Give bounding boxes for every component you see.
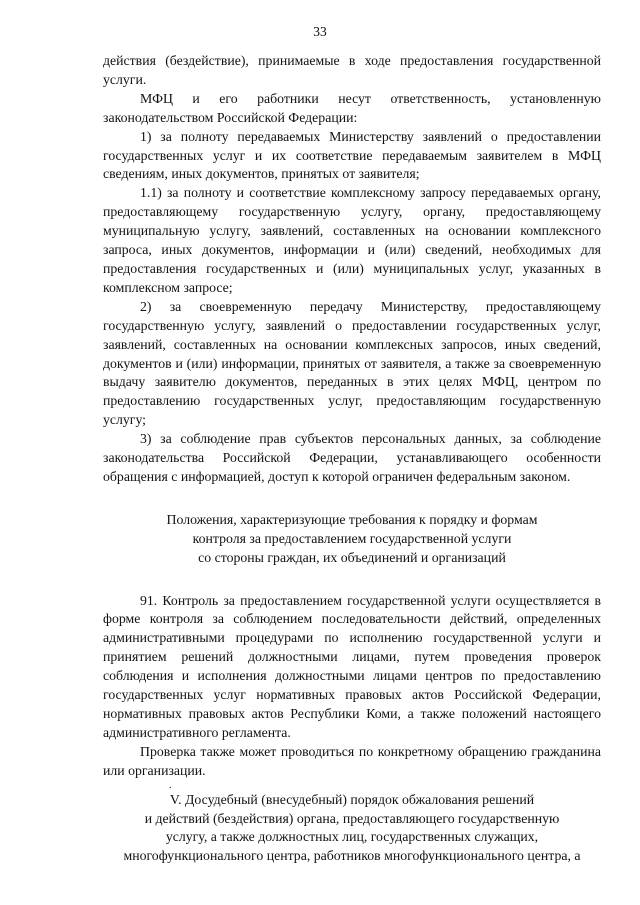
section-heading xyxy=(103,511,601,568)
page-number: 33 xyxy=(313,24,327,39)
paragraph: 1) за полноту передаваемых Министерству заявлений о предоставлении государственных услуг и их соответствие передаваемым заявителем в МФЦ сведениям, иных документов, принятых от заявителя; xyxy=(103,128,601,182)
paragraph: 91. Контроль за предоставлением государственной услуги осуществляется в форме контроля за соблюдением последовательности действий, определенных административными процедурами по исполнению государственной услуги и принятием решений должностными лицами, путем проведения проверок соблюдения и исполнения должностными лицами центров по предоставлению государственных услуг нормативных правовых актов Российской Федерации, нормативных правовых актов Республики Коми, а также положений настоящего административного регламента. xyxy=(103,592,601,740)
section-heading-line: V. Досудебный (внесудебный) порядок обжалования решений xyxy=(169,791,535,807)
section-heading-line: услугу, а также должностных лиц, государственных служащих, xyxy=(165,829,539,845)
paragraph: 2) за своевременную передачу Министерству, предоставляющему государственную услугу, заявлений о предоставлении государственных услуг, заявлений, составленных на основании комплексных запросов, иных сведений, документов и (или) информации, принятых от заявителя, а также за своевременную выдачу заявителю документов, переданных в этих целях МФЦ, центром по предоставлению государственных услуг, предоставляющим государственную услугу; xyxy=(103,298,601,428)
section-heading-line: и действий (бездействия) органа, предоставляющего государственную xyxy=(144,810,560,826)
paragraph: Проверка также может проводиться по конкретному обращению гражданина или организации. xyxy=(103,743,601,778)
paragraph: 1.1) за полноту и соответствие комплексному запросу передаваемых органу, предоставляющему государственную услугу, органу, предоставляющему муниципальную услугу, заявлений, составленных на основании комплексного запроса, иных документов, информации и (или) сведений, необходимых для предоставления государственных и (или) муниципальных услуг, указанных в комплексном запросе; xyxy=(103,185,601,295)
section-heading xyxy=(103,791,601,867)
stray-mark: . xyxy=(169,779,172,791)
paragraph: 3) за соблюдение прав субъектов персональных данных, за соблюдение законодательства Российской Федерации, устанавливающего особенности обращения с информацией, доступ к которой ограничен федеральным законом. xyxy=(103,431,601,484)
section-heading-line: Положения, характеризующие требования к порядку и формам xyxy=(166,511,538,527)
paragraph: МФЦ и его работники несут ответственность, установленную законодательством Российской Федерации: xyxy=(103,90,601,125)
section-heading-line: многофункционального центра, работников многофункционального центра, а xyxy=(123,848,581,864)
paragraph: действия (бездействие), принимаемые в ходе предоставления государственной услуги. xyxy=(103,53,601,87)
section-heading-line: со стороны граждан, их объединений и организаций xyxy=(198,549,506,565)
document-body xyxy=(103,52,601,866)
section-heading-line: контроля за предоставлением государственной услуги xyxy=(192,530,512,546)
